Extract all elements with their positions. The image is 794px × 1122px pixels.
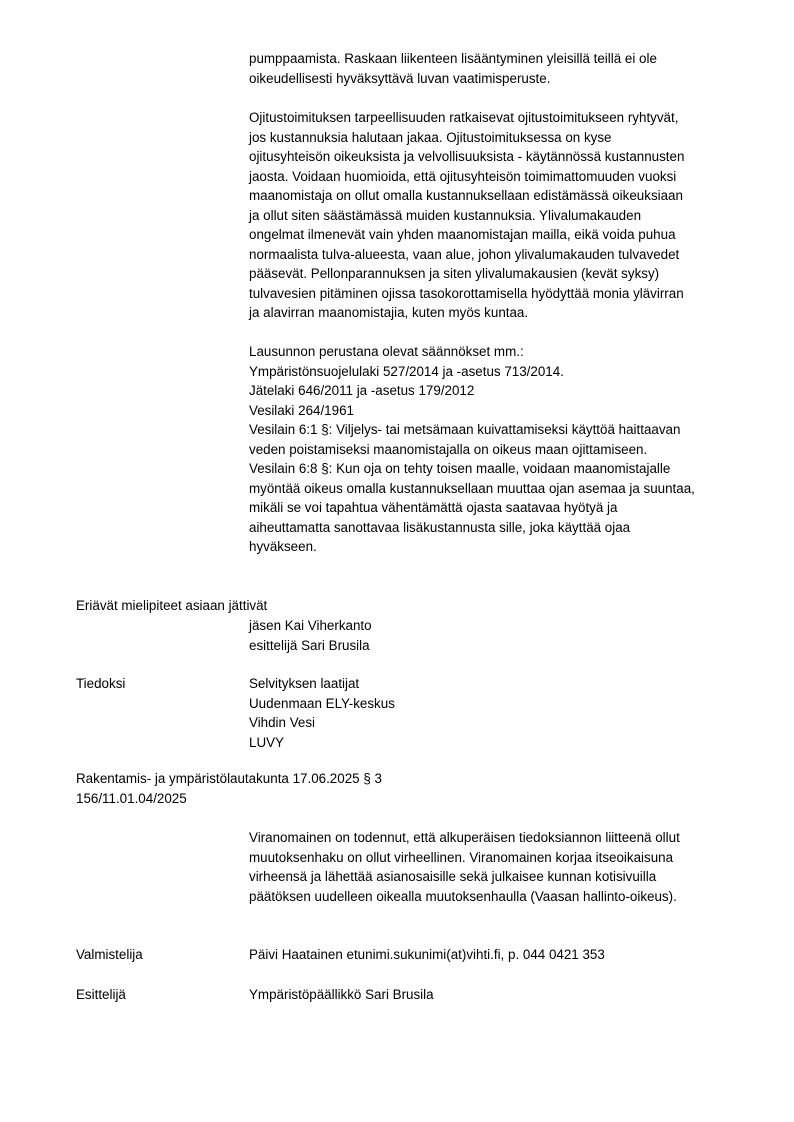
text-line: pääsevät. Pellonparannuksen ja siten ylivalumakausien (kevät syksy)	[249, 266, 660, 281]
text-line: maanomistaja on ollut omalla kustannuksellaan edistämässä oikeuksiaan	[249, 188, 683, 203]
text-line: päätöksen uudelleen oikealla muutoksenhaulla (Vaasan hallinto-oikeus).	[249, 888, 677, 904]
text-line: myöntää oikeus omalla kustannuksellaan muuttaa ojan asemaa ja suuntaa,	[249, 480, 695, 496]
continuation-paragraph	[249, 49, 657, 88]
recipient: LUVY	[249, 734, 284, 750]
meeting-line: Rakentamis- ja ympäristölautakunta 17.06.2025 § 3	[76, 771, 382, 786]
dissent-member: jäsen Kai Viherkanto	[249, 618, 372, 633]
text-line: pumppaamista. Raskaan liikenteen lisääntyminen yleisillä teillä ei ole	[249, 51, 657, 66]
text-line: hyväkseen.	[249, 539, 317, 554]
text-line: muutoksenhaku on ollut virheellinen. Viranomainen korjaa itseoikaisuna	[249, 849, 674, 865]
text-line: jaosta. Voidaan huomioida, että ojitusyhteisön toimimattomuuden vuoksi	[249, 168, 677, 184]
text-line: Ojitustoimituksen tarpeellisuuden ratkaisevat ojitustoimitukseen ryhtyvät,	[249, 110, 679, 125]
text-line: mikäli se voi tapahtua vähentämättä ojasta saatavaa hyötyä ja	[249, 500, 618, 515]
esittelija-value: Ympäristöpäällikkö Sari Brusila	[249, 987, 434, 1002]
tiedoksi-label: Tiedoksi	[76, 676, 126, 691]
text-line: Vesilain 6:8 §: Kun oja on tehty toisen maalle, voidaan maanomistajalle	[249, 461, 671, 476]
text-line: normaalista tulva-alueesta, vaan alue, johon ylivalumakauden tulvavedet	[249, 246, 680, 262]
text-line: virheensä ja lähettää asianosaisille sekä julkaisee kunnan kotisivuilla	[249, 869, 657, 884]
ojitus-paragraph	[249, 108, 684, 323]
text-line: ja alavirran maanomistajia, kuten myös kuntaa.	[249, 305, 529, 320]
text-line: oikeudellisesti hyväksyttävä luvan vaatimisperuste.	[249, 70, 551, 86]
esittelija-label: Esittelijä	[76, 987, 126, 1002]
dissent-members	[249, 616, 372, 655]
text-line: ojitusyhteisön oikeuksista ja velvollisuuksista - käytännössä kustannusten	[249, 149, 685, 164]
decision-paragraph	[249, 828, 680, 906]
text-line: Lausunnon perustana olevat säännökset mm.:	[249, 344, 524, 359]
text-line: Vesilain 6:1 §: Viljelys- tai metsämaan kuivattamiseksi käyttöä haittaavan	[249, 422, 681, 437]
text-line: veden poistamiseksi maanomistajalla on oikeus maan ojittamiseen.	[249, 441, 648, 457]
text-line: Jätelaki 646/2011 ja -asetus 179/2012	[249, 383, 475, 398]
text-line: Vesilaki 264/1961	[249, 402, 354, 418]
diary-number: 156/11.01.04/2025	[76, 790, 187, 806]
meeting-heading	[76, 769, 382, 808]
valmistelija-value: Päivi Haatainen etunimi.sukunimi(at)vihti.fi, p. 044 0421 353	[249, 947, 605, 962]
text-line: Viranomainen on todennut, että alkuperäisen tiedoksiannon liitteenä ollut	[249, 830, 680, 845]
recipient: Vihdin Vesi	[249, 715, 316, 730]
dissent-member: esittelijä Sari Brusila	[249, 637, 370, 653]
valmistelija-label: Valmistelija	[76, 947, 143, 962]
text-line: tulvavesien pitäminen ojissa tasokorottamisella hyödyttää monia ylävirran	[249, 285, 684, 301]
text-line: ongelmat ilmenevät vain yhden maanomistajan mailla, eikä voida puhua	[249, 227, 676, 242]
lausunto-paragraph	[249, 342, 695, 557]
recipient: Uudenmaan ELY-keskus	[249, 695, 395, 711]
text-line: Ympäristönsuojelulaki 527/2014 ja -asetus 713/2014.	[249, 363, 564, 379]
text-line: ja ollut siten säästämässä muiden kustannuksia. Ylivalumakauden	[249, 207, 642, 223]
recipient: Selvityksen laatijat	[249, 676, 360, 691]
text-line: aiheuttamatta sanottavaa lisäkustannusta sille, joka käyttää ojaa	[249, 519, 631, 535]
text-line: jos kustannuksia halutaan jakaa. Ojitustoimituksessa on kyse	[249, 129, 612, 145]
tiedoksi-recipients	[249, 674, 395, 752]
dissent-label: Eriävät mielipiteet asiaan jättivät	[76, 598, 268, 613]
